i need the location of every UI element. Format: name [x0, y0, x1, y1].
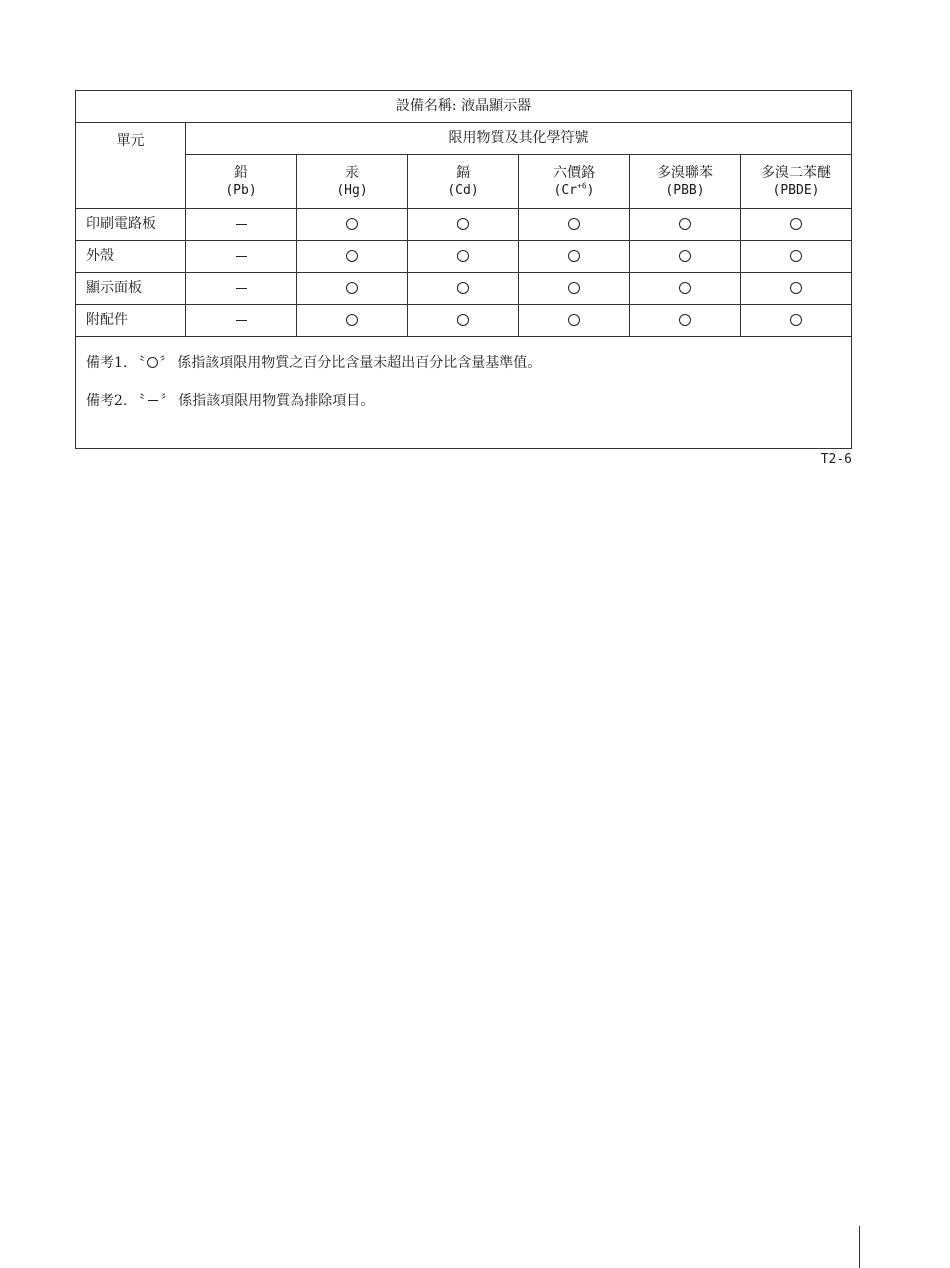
substance-header-pbb: [630, 155, 741, 209]
compliance-cell: [741, 305, 852, 337]
compliance-cell: [519, 305, 630, 337]
notes-cell: [76, 337, 852, 449]
compliance-cell: [408, 241, 519, 273]
open-quote: 〝: [131, 394, 145, 409]
dash-mark-icon: [236, 320, 247, 321]
circle-mark-icon: [568, 218, 580, 230]
note-2: [86, 392, 841, 411]
circle-mark-icon: [457, 314, 469, 326]
rohs-substance-table: [75, 90, 852, 449]
compliance-cell: [297, 305, 408, 337]
substance-header-mercury: [297, 155, 408, 209]
table-row: [76, 209, 852, 241]
substance-symbol: (PBB): [665, 182, 705, 198]
dash-mark-icon: [236, 256, 247, 257]
dash-mark-icon: [236, 224, 247, 225]
circle-mark-icon: [679, 314, 691, 326]
compliance-cell: [186, 241, 297, 273]
restricted-substances-header: 限用物質及其化學符號: [186, 123, 852, 155]
circle-mark-icon: [346, 314, 358, 326]
substance-header-chromium: [519, 155, 630, 209]
circle-mark-icon: [457, 282, 469, 294]
circle-mark-icon: [457, 250, 469, 262]
substance-header-pbde: [741, 155, 852, 209]
part-name: 外殼: [76, 241, 186, 273]
compliance-cell: [297, 209, 408, 241]
substance-name: 多溴二苯醚: [761, 164, 831, 181]
compliance-cell: [519, 273, 630, 305]
part-name: 附配件: [76, 305, 186, 337]
substance-header-lead: [186, 155, 297, 209]
compliance-cell: [408, 273, 519, 305]
substance-header-cadmium: [408, 155, 519, 209]
substance-symbol-close: ): [586, 182, 595, 198]
substance-symbol: (Pb): [225, 182, 257, 198]
substance-name: 多溴聯苯: [657, 164, 713, 181]
substance-symbol-group: [519, 182, 629, 199]
circle-mark-icon: [679, 250, 691, 262]
compliance-cell: [297, 273, 408, 305]
substance-name: 鉛: [234, 164, 248, 181]
compliance-cell: [741, 273, 852, 305]
part-name: 印刷電路板: [76, 209, 186, 241]
circle-mark-icon: [568, 282, 580, 294]
circle-mark-icon: [568, 250, 580, 262]
circle-mark-icon: [346, 218, 358, 230]
compliance-cell: [519, 209, 630, 241]
close-quote: 〞: [160, 394, 174, 409]
note-text: 係指該項限用物質為排除項目。: [178, 393, 375, 409]
circle-mark-icon: [790, 218, 802, 230]
circle-mark-icon: [346, 250, 358, 262]
compliance-cell: [630, 273, 741, 305]
page-edge-divider: [859, 1226, 860, 1268]
circle-mark-icon: [568, 314, 580, 326]
compliance-cell: [741, 241, 852, 273]
oxidation-state-superscript: +6: [577, 181, 587, 191]
part-name: 顯示面板: [76, 273, 186, 305]
compliance-cell: [519, 241, 630, 273]
compliance-cell: [630, 241, 741, 273]
note-prefix: 備考1.: [86, 355, 128, 371]
compliance-cell: [408, 209, 519, 241]
circle-mark-icon: [457, 218, 469, 230]
parts-rows: [76, 209, 852, 337]
circle-mark-icon: [679, 282, 691, 294]
circle-mark-icon: [679, 218, 691, 230]
table-row: [76, 273, 852, 305]
table-row: [76, 305, 852, 337]
note-1: [86, 354, 841, 373]
substance-name: 六價鉻: [553, 164, 595, 181]
note-prefix: 備考2.: [86, 393, 128, 409]
close-quote: 〞: [159, 356, 173, 371]
substance-symbol: (Cr: [553, 182, 577, 198]
circle-mark-icon: [790, 250, 802, 262]
substance-symbol: (Cd): [447, 182, 479, 198]
unit-header: 單元: [76, 123, 186, 209]
circle-mark-icon: [346, 282, 358, 294]
equipment-name-title: 設備名稱: 液晶顯示器: [76, 91, 852, 123]
substance-symbol: (PBDE): [772, 182, 820, 198]
substance-symbol: (Hg): [336, 182, 368, 198]
compliance-cell: [186, 209, 297, 241]
substance-name: 汞: [345, 164, 359, 181]
circle-symbol-icon: [147, 357, 158, 368]
dash-mark-icon: [236, 288, 247, 289]
compliance-cell: [186, 273, 297, 305]
compliance-cell: [408, 305, 519, 337]
compliance-cell: [630, 209, 741, 241]
note-text: 係指該項限用物質之百分比含量未超出百分比含量基準值。: [177, 355, 542, 371]
open-quote: 〝: [131, 356, 145, 371]
compliance-cell: [186, 305, 297, 337]
document-code: T2-6: [820, 452, 852, 467]
compliance-cell: [741, 209, 852, 241]
substance-name: 鎘: [456, 164, 470, 181]
circle-mark-icon: [790, 314, 802, 326]
circle-mark-icon: [790, 282, 802, 294]
compliance-cell: [297, 241, 408, 273]
compliance-cell: [630, 305, 741, 337]
table-row: [76, 241, 852, 273]
dash-symbol-icon: [148, 400, 158, 401]
